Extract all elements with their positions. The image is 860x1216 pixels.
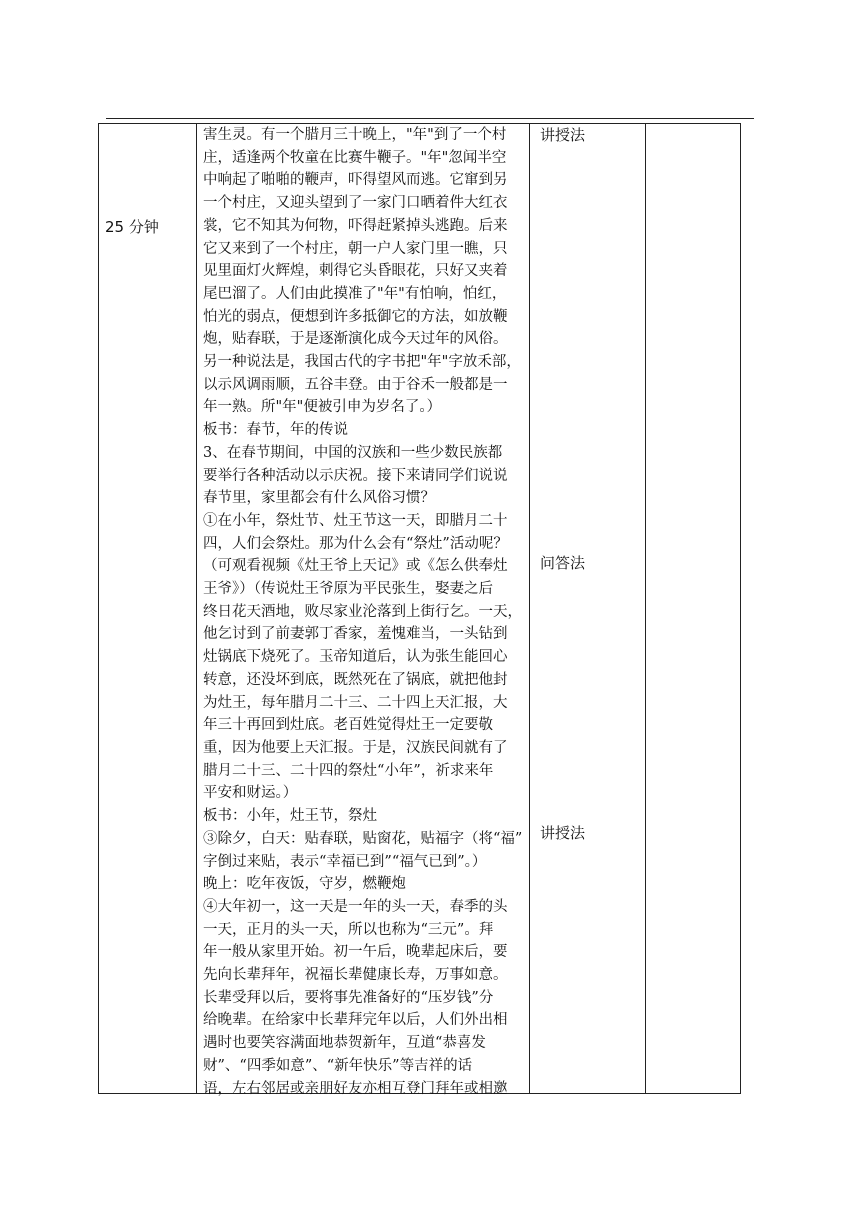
method-cell-3: 讲授法: [540, 824, 586, 842]
content-line: （可观看视频《灶王爷上天记》或《怎么供奉灶: [203, 558, 508, 575]
content-cell: [203, 124, 533, 1100]
column-divider: [645, 124, 646, 1093]
content-line: 板书：春节，年的传说: [203, 422, 348, 439]
content-line: 一个村庄，又迎头望到了一家门口晒着件大红衣: [203, 195, 508, 212]
content-line: 转意，还没坏到底，既然死在了锅底，就把他封: [203, 671, 508, 688]
content-line: 平安和财运。）: [203, 785, 298, 802]
content-line: 中响起了啪啪的鞭声，吓得望风而逃。它窜到另: [203, 172, 508, 189]
method-cell-2: 问答法: [540, 554, 586, 572]
content-line: 3、在春节期间，中国的汉族和一些少数民族都: [203, 444, 503, 461]
content-line: 怕光的弱点，便想到许多抵御它的方法，如放鞭: [203, 308, 508, 325]
header-rule: [106, 118, 754, 119]
content-line: 炮，贴春联，于是逐渐演化成今天过年的风俗。: [203, 331, 508, 348]
content-line: 四，人们会祭灶。那为什么会有“祭灶”活动呢？: [203, 535, 508, 552]
content-line: 晚上：吃年夜饭，守岁，燃鞭炮: [203, 876, 406, 893]
content-line: 终日花天酒地，败尽家业沦落到上街行乞。一天，: [203, 603, 522, 620]
content-line: 害生灵。有一个腊月三十晚上，"年"到了一个村: [203, 127, 507, 143]
content-line: 年一般从家里开始。初一午后，晚辈起床后，要: [203, 944, 508, 961]
content-line: 为灶王，每年腊月二十三、二十四上天汇报，大: [203, 694, 508, 711]
column-divider: [196, 124, 197, 1093]
content-line: 字倒过来贴，表示“幸福已到”“福气已到”。）: [203, 853, 487, 870]
content-line: 见里面灯火辉煌，刺得它头昏眼花，只好又夹着: [203, 263, 508, 280]
method-cell-1: 讲授法: [540, 126, 586, 144]
content-line: 腊月二十三、二十四的祭灶“小年”，祈求来年: [203, 762, 494, 779]
content-line: 王爷》）（传说灶王爷原为平民张生，娶妻之后: [203, 581, 493, 598]
content-line: 春节里，家里都会有什么风俗习惯？: [203, 490, 435, 507]
content-line: 年三十再回到灶底。老百姓觉得灶王一定要敬: [203, 717, 493, 734]
content-line: ④大年初一，这一天是一年的头一天，春季的头: [203, 898, 508, 915]
content-line: 尾巴溜了。人们由此摸准了"年"有怕响，怕红，: [203, 285, 507, 302]
content-line: 以示风调雨顺，五谷丰登。由于谷禾一般都是一: [203, 376, 508, 393]
content-line: 另一种说法是，我国古代的字书把"年"字放禾部，: [203, 354, 521, 371]
content-line: 遇时也要笑容满面地恭贺新年，互道“恭喜发: [203, 1035, 486, 1052]
content-line: 长辈受拜以后，要将事先准备好的“压岁钱”分: [203, 989, 494, 1006]
content-line: 年一熟。所"年"便被引申为岁名了。）: [203, 399, 442, 416]
content-line: 灶锅底下烧死了。玉帝知道后，认为张生能回心: [203, 649, 508, 666]
content-line: 他乞讨到了前妻郭丁香家，羞愧难当，一头钻到: [203, 626, 508, 643]
lesson-table: [98, 123, 741, 1097]
content-line: 语，左右邻居或亲朋好友亦相互登门拜年或相邀: [203, 1080, 508, 1097]
content-line: ①在小年，祭灶节、灶王节这一天，即腊月二十: [203, 512, 508, 529]
content-line: ③除夕，白天：贴春联，贴窗花，贴福字（将“福”: [203, 830, 523, 847]
content-line: 裳，它不知其为何物，吓得赶紧掉头逃跑。后来: [203, 217, 508, 234]
content-line: 庄，适逢两个牧童在比赛牛鞭子。"年"忽闻半空: [203, 149, 507, 166]
content-line: 给晚辈。在给家中长辈拜完年以后，人们外出相: [203, 1012, 508, 1029]
content-line: 一天，正月的头一天，所以也称为“三元”。拜: [203, 921, 494, 938]
content-line: 先向长辈拜年，祝福长辈健康长寿，万事如意。: [203, 967, 508, 984]
time-cell: 25 分钟: [105, 218, 159, 236]
content-line: 它又来到了一个村庄，朝一户人家门里一瞧，只: [203, 240, 508, 257]
content-line: 要举行各种活动以示庆祝。接下来请同学们说说: [203, 467, 508, 484]
content-line: 板书：小年，灶王节，祭灶: [203, 808, 377, 825]
content-line: 财”、“四季如意”、“新年快乐”等吉祥的话: [203, 1057, 473, 1074]
content-line: 重，因为他要上天汇报。于是，汉族民间就有了: [203, 739, 508, 756]
